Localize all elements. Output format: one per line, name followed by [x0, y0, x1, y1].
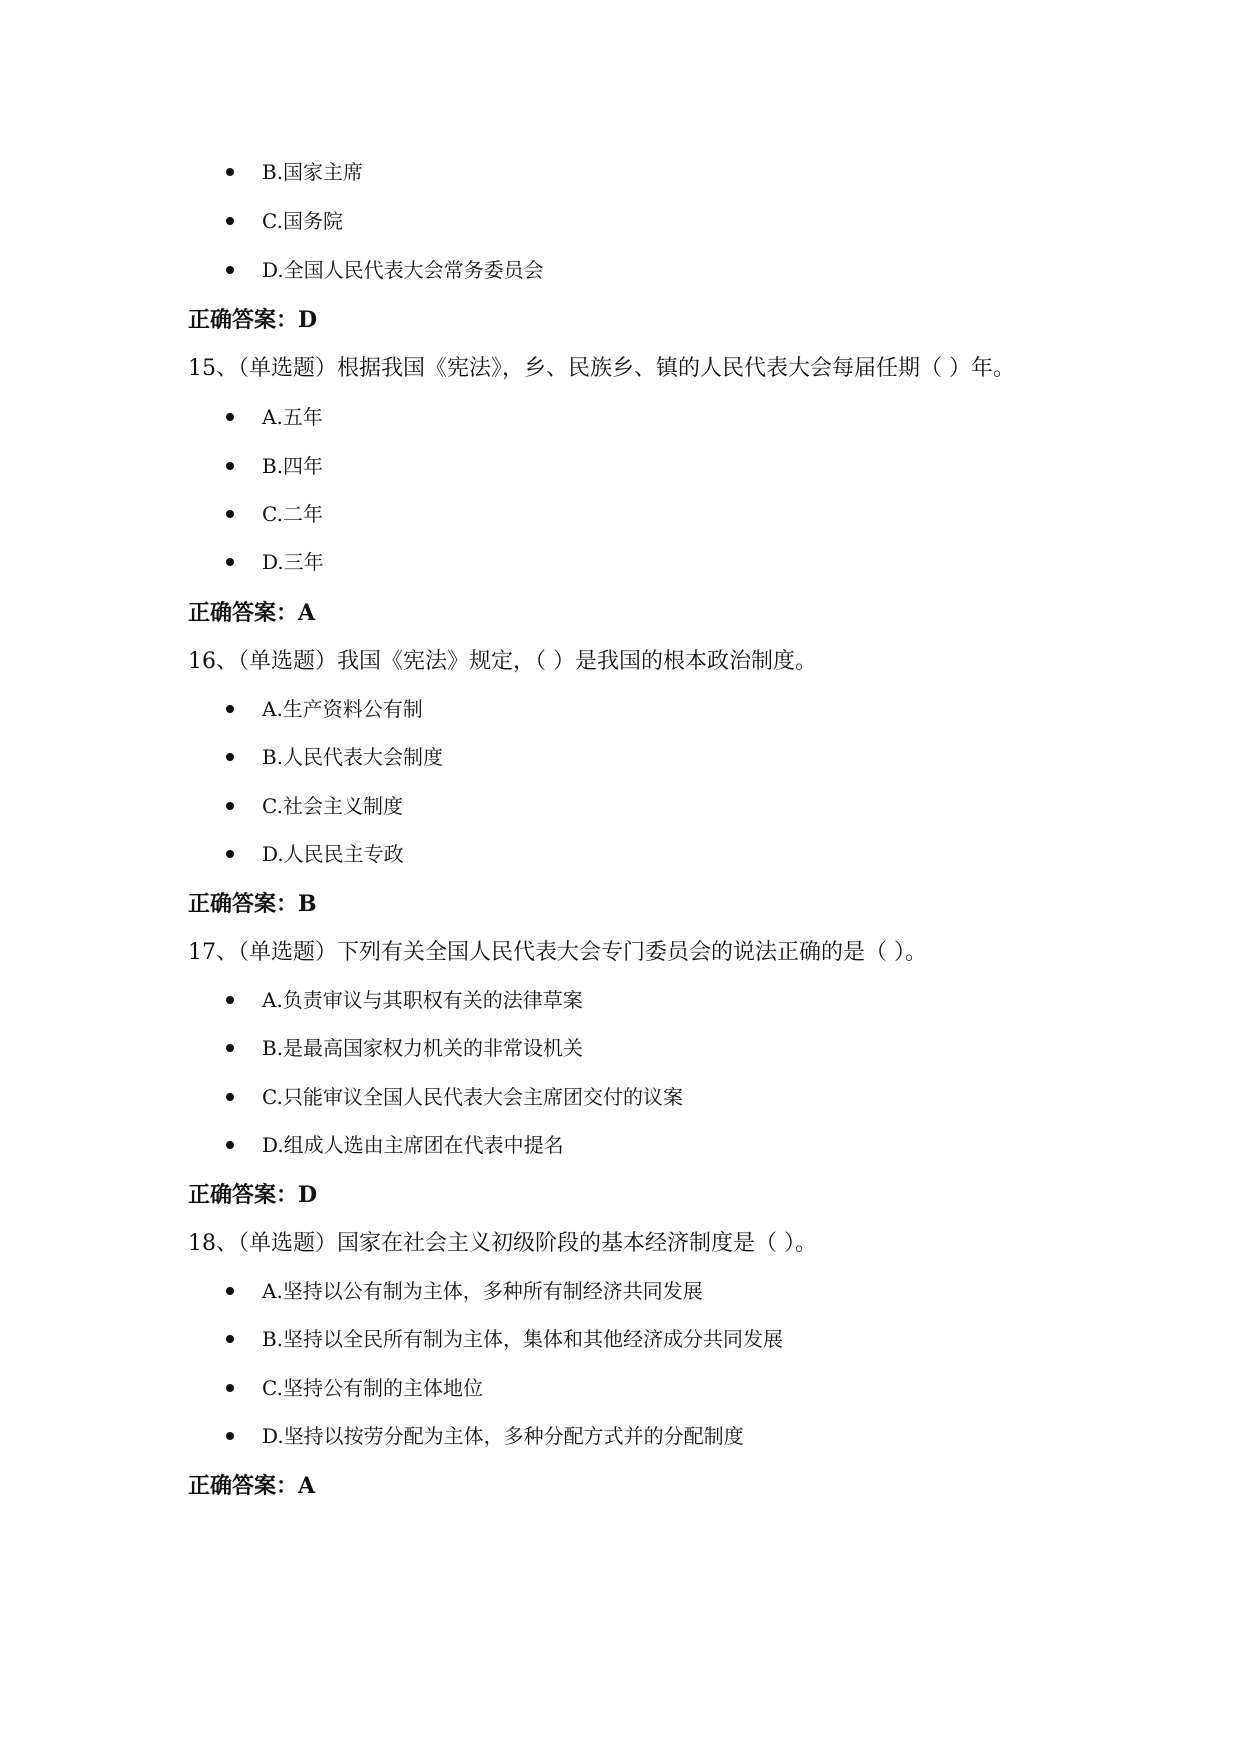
question-type: （单选题） [238, 940, 338, 965]
question-type: （单选题） [238, 649, 338, 674]
question-number: 17、 [188, 940, 238, 965]
q16-answer: 正确答案：B [188, 891, 317, 917]
q17-question [188, 936, 927, 970]
bullet-icon [226, 558, 234, 566]
question-stem: 根据我国《宪法》，乡、民族乡、镇的人民代表大会每届任期（ ）年。 [337, 356, 1016, 381]
bullet-icon [226, 753, 234, 761]
bullet-icon [226, 996, 234, 1004]
q18-answer: 正确答案：A [188, 1473, 316, 1499]
q14-answer: 正确答案：D [188, 307, 318, 333]
bullet-icon [226, 705, 234, 713]
bullet-icon [226, 1335, 234, 1343]
bullet-icon [226, 1093, 234, 1101]
bullet-icon [226, 850, 234, 858]
question-number: 18、 [188, 1231, 238, 1256]
question-number: 15、 [188, 356, 238, 381]
bullet-icon [226, 413, 234, 421]
q15-question [188, 352, 1015, 386]
bullet-icon [226, 1141, 234, 1149]
question-type: （单选题） [238, 1231, 338, 1256]
question-number: 16、 [188, 649, 238, 674]
q17-answer: 正确答案：D [188, 1182, 318, 1208]
bullet-icon [226, 462, 234, 470]
question-type: （单选题） [238, 356, 338, 381]
bullet-icon [226, 510, 234, 518]
bullet-icon [226, 217, 234, 225]
bullet-icon [226, 266, 234, 274]
question-stem: 下列有关全国人民代表大会专门委员会的说法正确的是（ ）。 [337, 940, 928, 965]
question-stem: 国家在社会主义初级阶段的基本经济制度是（ ）。 [337, 1231, 818, 1256]
bullet-icon [226, 1287, 234, 1295]
question-stem: 我国《宪法》规定，（ ）是我国的根本政治制度。 [337, 649, 818, 674]
bullet-icon [226, 1384, 234, 1392]
q16-question [188, 645, 817, 679]
bullet-icon [226, 1432, 234, 1440]
q18-question [188, 1227, 817, 1261]
bullet-icon [226, 168, 234, 176]
document-page: B.国家主席 C.国务院 D.全国人民代表大会常务委员会 正确答案：D 15、（单选题）根据我国《宪法》，乡、民族乡、镇的人民代表大会每届任期（ ）年。 A.五年 B.四年 C.二年 D.三年 正确答案：A 16、（单选题）我国《宪法》规定，（ ）是我国的根本政治制度。 A.生产资料公有制 B.人民代表大会制度 C.社会主义制度 D.人民民主专政 正确答案：B 17、（单选题）下列有关全国人民代表大会专门委员会的说法正确的是（ ）。 A.负责审议与其职权有关的法律草案 B.是最高国家权力机关的非常设机关 C.只能审议全国人民代表大会主席团交付的议案 D.组成人选由主席团在代表中提名 正确答案：D 18、（单选题）国家在社会主义初级阶段的基本经济制度是（ ）。 A.坚持以公有制为主体，多种所有制经济共同发展 B.坚持以全民所有制为主体，集体和其他经济成分共同发展 C.坚持公有制的主体地位 D.坚持以按劳分配为主体，多种分配方式并的分配制度 正确答案：A [0, 0, 1241, 1754]
bullet-icon [226, 802, 234, 810]
q15-answer: 正确答案：A [188, 600, 316, 626]
bullet-icon [226, 1044, 234, 1052]
